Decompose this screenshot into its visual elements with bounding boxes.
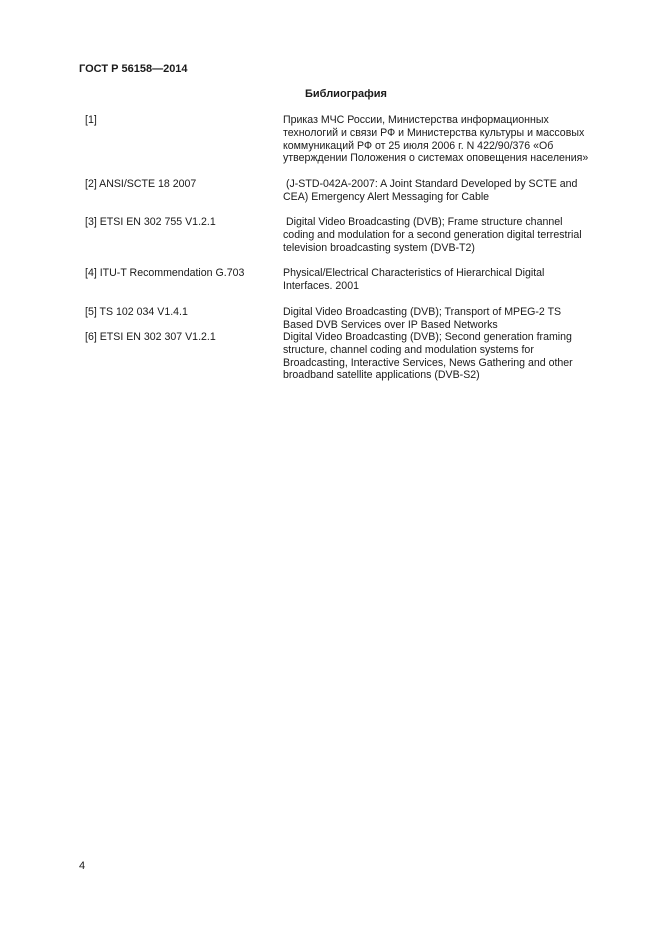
- entry-description: [283, 331, 608, 382]
- page-number: 4: [79, 860, 86, 872]
- entry-line: Digital Video Broadcasting (DVB); Second generation framing: [283, 331, 572, 343]
- entry-line: технологий и связи РФ и Министерства культуры и массовых: [283, 126, 585, 139]
- entry-description: [283, 216, 608, 254]
- entry-line: Digital Video Broadcasting (DVB); Frame structure channel: [283, 216, 563, 228]
- entry-description: [283, 267, 608, 293]
- entry-line: Digital Video Broadcasting (DVB); Transport of MPEG-2 TS: [283, 306, 562, 318]
- entry-line: structure, channel coding and modulation systems for: [283, 343, 534, 356]
- entry-description: [283, 114, 608, 165]
- entry-line: утверждении Положения о системах оповещения населения»: [283, 152, 589, 165]
- entry-reference: [6] ETSI EN 302 307 V1.2.1: [85, 331, 216, 343]
- entry-line: Broadcasting, Interactive Services, News Gathering and other: [283, 356, 573, 369]
- entry-line: coding and modulation for a second generation digital terrestrial: [283, 228, 582, 241]
- entry-line: Based DVB Services over IP Based Networks: [283, 318, 498, 331]
- entry-reference: [2] ANSI/SCTE 18 2007: [85, 178, 197, 190]
- standard-code: ГОСТ Р 56158—2014: [79, 63, 188, 75]
- entry-reference: [3] ETSI EN 302 755 V1.2.1: [85, 216, 216, 228]
- entry-line: коммуникаций РФ от 25 июля 2006 г. N 422/90/376 «Об: [283, 139, 554, 152]
- entry-line: television broadcasting system (DVB-T2): [283, 241, 475, 254]
- entry-line: Interfaces. 2001: [283, 279, 359, 292]
- entry-description: [283, 306, 608, 332]
- entry-line: Physical/Electrical Characteristics of Hierarchical Digital: [283, 267, 545, 279]
- entry-reference: [4] ITU-T Recommendation G.703: [85, 267, 245, 279]
- entry-line: (J-STD-042A-2007: A Joint Standard Developed by SCTE and: [283, 178, 578, 190]
- entry-line: broadband satellite applications (DVB-S2): [283, 369, 480, 382]
- entry-line: CEA) Emergency Alert Messaging for Cable: [283, 190, 490, 203]
- entry-line: Приказ МЧС России, Министерства информационных: [283, 114, 549, 126]
- entry-description: [283, 178, 608, 204]
- bibliography-title: Библиография: [305, 88, 387, 100]
- entry-reference: [5] TS 102 034 V1.4.1: [85, 306, 188, 318]
- entry-reference: [1]: [85, 114, 97, 126]
